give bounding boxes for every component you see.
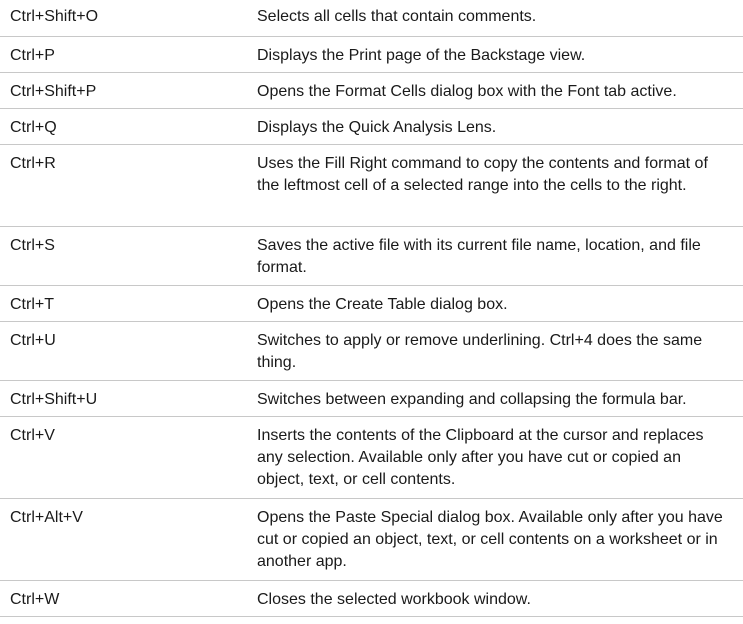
shortcut-description: Selects all cells that contain comments. (247, 0, 743, 36)
shortcut-description: Opens the Create Table dialog box. (247, 285, 743, 321)
shortcut-key: Ctrl+P (0, 36, 247, 72)
table-row (0, 36, 743, 72)
table-row (0, 144, 743, 226)
shortcut-key: Ctrl+Q (0, 108, 247, 144)
shortcut-key: Ctrl+R (0, 144, 247, 226)
shortcut-key: Ctrl+V (0, 416, 247, 498)
table-row (0, 108, 743, 144)
shortcut-key: Ctrl+W (0, 580, 247, 616)
table-row (0, 0, 743, 36)
shortcut-key: Ctrl+Alt+V (0, 498, 247, 580)
shortcut-key: Ctrl+Shift+U (0, 380, 247, 416)
shortcut-description: Inserts the contents of the Clipboard at the cursor and replaces any selection. Available only after you have cut or copied an object, text, or cell contents. (247, 416, 743, 498)
table-row (0, 72, 743, 108)
shortcut-description: Switches to apply or remove underlining. Ctrl+4 does the same thing. (247, 321, 743, 380)
shortcut-description: Uses the Fill Right command to copy the contents and format of the leftmost cell of a selected range into the cells to the right. (247, 144, 743, 226)
shortcut-key: Ctrl+Shift+P (0, 72, 247, 108)
table-row (0, 580, 743, 616)
table-row (0, 380, 743, 416)
table-row (0, 416, 743, 498)
table-row (0, 285, 743, 321)
shortcut-description: Closes the selected workbook window. (247, 580, 743, 616)
shortcut-key: Ctrl+U (0, 321, 247, 380)
table-row (0, 226, 743, 285)
shortcut-key: Ctrl+Shift+O (0, 0, 247, 36)
shortcut-description: Opens the Format Cells dialog box with the Font tab active. (247, 72, 743, 108)
shortcut-description: Opens the Paste Special dialog box. Available only after you have cut or copied an object, text, or cell contents on a worksheet or in another app. (247, 498, 743, 580)
shortcut-description: Displays the Quick Analysis Lens. (247, 108, 743, 144)
shortcut-description: Saves the active file with its current file name, location, and file format. (247, 226, 743, 285)
shortcut-description: Displays the Print page of the Backstage view. (247, 36, 743, 72)
shortcut-key: Ctrl+T (0, 285, 247, 321)
table-row (0, 498, 743, 580)
shortcut-description: Switches between expanding and collapsing the formula bar. (247, 380, 743, 416)
shortcut-key: Ctrl+S (0, 226, 247, 285)
table-row (0, 321, 743, 380)
